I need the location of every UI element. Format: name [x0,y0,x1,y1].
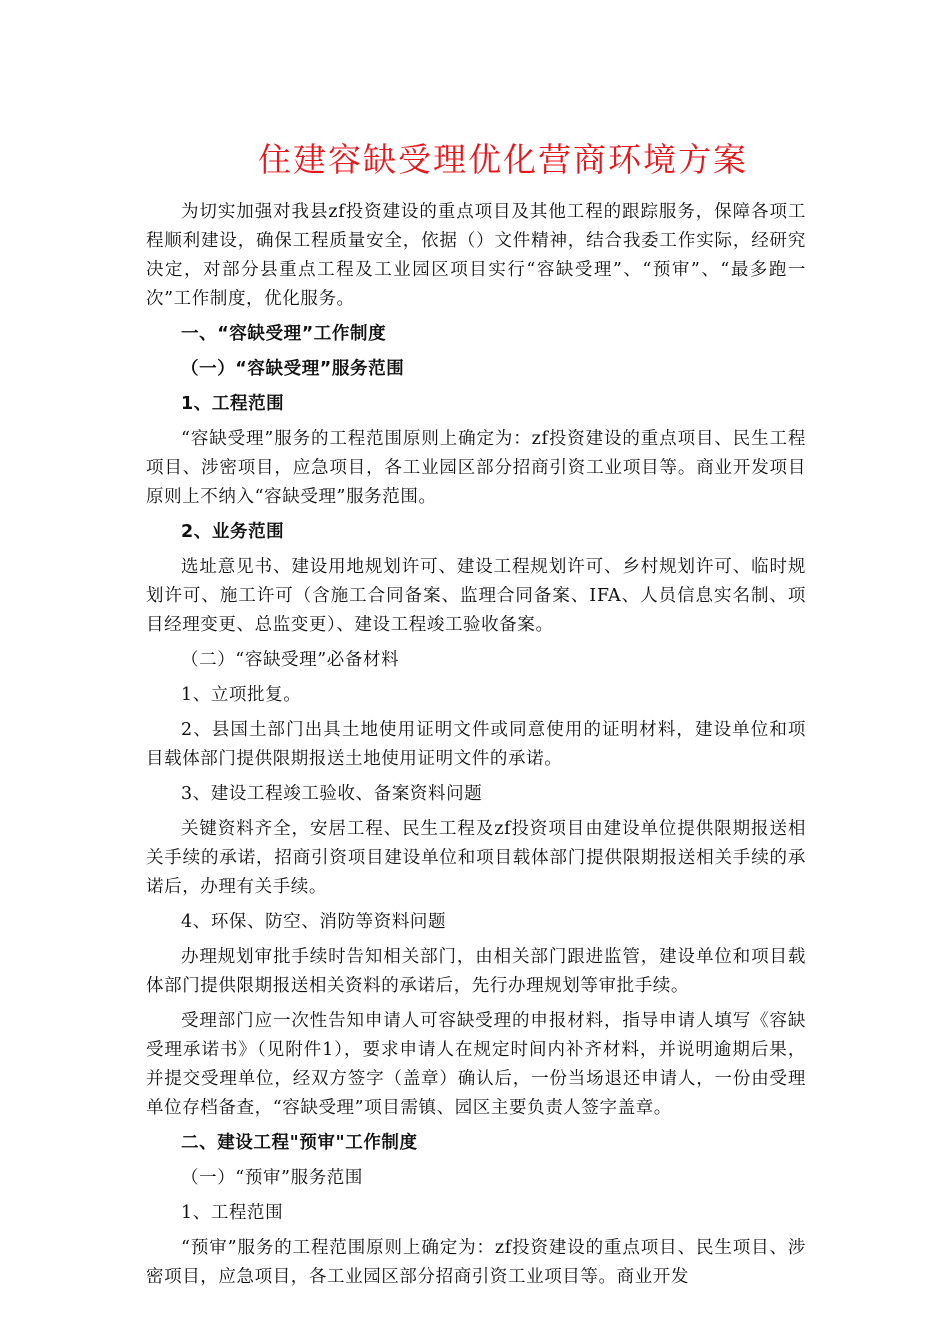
subsection-heading-1-1: （一）“容缺受理”服务范围 [181,359,405,379]
paragraph-environment: 办理规划审批手续时告知相关部门，由相关部门跟进监管，建设单位和项目载体部门提供限期报送相关资料的承诺后，先行办理规划等审批手续。 [146,947,806,996]
list-item-environment: 4、环保、防空、消防等资料问题 [181,912,447,932]
item-heading-pre-review-scope: 1、工程范围 [181,1203,284,1223]
subsection-heading-1-2: （二）“容缺受理”必备材料 [181,650,400,670]
paragraph-commitment: 受理部门应一次性告知申请人可容缺受理的申报材料，指导申请人填写《容缺受理承诺书》（见附件1），要求申请人在规定时间内补齐材料，并说明逾期后果，并提交受理单位，经双方签字（盖章）确认后，一份当场退还申请人，一份由受理单位存档备查，“容缺受理”项目需镇、园区主要负责人签字盖章。 [146,1011,806,1118]
document-page [146,130,806,1292]
spacer [146,190,806,198]
document-title: 住建容缺受理优化营商环境方案 [258,140,748,179]
paragraph-land-certificate: 2、县国土部门出具土地使用证明文件或同意使用的证明材料，建设单位和项目载体部门提供限期报送土地使用证明文件的承诺。 [146,720,806,769]
paragraph-business-scope: 选址意见书、建设用地规划许可、建设工程规划许可、乡村规划许可、临时规划许可、施工许可（含施工合同备案、监理合同备案、IFA、人员信息实名制、项目经理变更、总监变更）、建设工程竣工验收备案。 [146,557,806,635]
item-heading-business-scope: 2、业务范围 [181,522,285,542]
intro-paragraph: 为切实加强对我县zf投资建设的重点项目及其他工程的跟踪服务，保障各项工程顺利建设，确保工程质量安全，依据（）文件精神，结合我委工作实际，经研究决定，对部分县重点工程及工业园区项目实行“容缺受理”、“预审”、“最多跑一次”工作制度，优化服务。 [146,202,806,309]
paragraph-acceptance: 关键资料齐全，安居工程、民生工程及zf投资项目由建设单位提供限期报送相关手续的承诺，招商引资项目建设单位和项目载体部门提供限期报送相关手续的承诺后，办理有关手续。 [146,819,806,897]
section-heading-2: 二、建设工程"预审"工作制度 [181,1133,418,1153]
subsection-heading-2-1: （一）“预审”服务范围 [181,1168,363,1188]
list-item-acceptance: 3、建设工程竣工验收、备案资料问题 [181,784,483,804]
list-item-approval: 1、立项批复。 [181,685,302,705]
section-heading-1: 一、“容缺受理”工作制度 [181,324,387,344]
paragraph-pre-review-scope: “预审”服务的工程范围原则上确定为：zf投资建设的重点项目、民生项目、涉密项目，应急项目，各工业园区部分招商引资工业项目等。商业开发 [146,1238,806,1287]
item-heading-project-scope: 1、工程范围 [181,394,285,414]
paragraph-project-scope: “容缺受理”服务的工程范围原则上确定为：zf投资建设的重点项目、民生工程项目、涉密项目，应急项目，各工业园区部分招商引资工业项目等。商业开发项目原则上不纳入“容缺受理”服务范围。 [146,429,806,507]
